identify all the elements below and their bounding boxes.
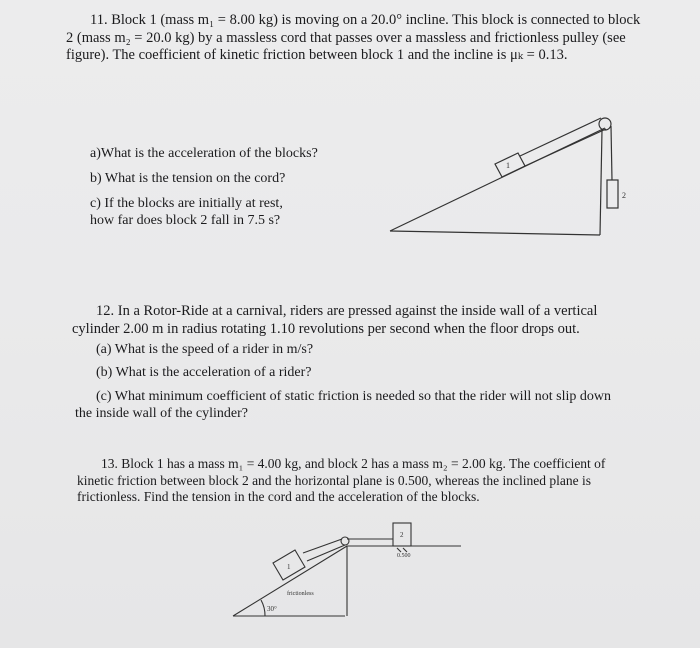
problem-11-question-c-line2: how far does block 2 fall in 7.5 s? (90, 213, 281, 228)
inclined-plane (233, 546, 347, 616)
problem-11-question-b: b) What is the tension on the cord? (90, 171, 286, 186)
block-1 (495, 153, 525, 177)
problem-12-question-c: (c) What minimum coefficient of static friction is needed so that the rider will not slip down the inside wall of the cylinder? (75, 389, 612, 421)
problem-11-question-c-line1: c) If the blocks are initially at rest, (90, 196, 283, 211)
pulley (341, 537, 349, 545)
frictionless-label: frictionless (287, 591, 314, 597)
block-1-label: 1 (287, 563, 291, 571)
problem-12-question-b: (b) What is the acceleration of a rider? (96, 365, 312, 380)
angle-label: 30° (267, 605, 277, 613)
problem-11-text: 11. Block 1 (mass m₁ = 8.00 kg) is moving on a 20.0° incline. This block is connected to block 2 (mass m₂ = 20.0 kg) by a massless cord that passes over a massless and frictionless pulley (see figure). The coefficient of kinetic friction between block 1 and the incline is μₖ = 0.13. (66, 12, 641, 63)
problem-13-figure (225, 515, 475, 625)
block-2-label: 2 (622, 191, 626, 200)
problem-12-text: 12. In a Rotor-Ride at a carnival, riders are pressed against the inside wall of a vertical cylinder 2.00 m in radius rotating 1.10 revolutions per second when the floor drops out. (72, 303, 598, 337)
block-2-label: 2 (400, 531, 404, 539)
incline-slope (390, 128, 605, 231)
incline-base (390, 231, 600, 235)
cord-vertical (611, 126, 612, 180)
problem-13-text: 13. Block 1 has a mass m₁ = 4.00 kg, and block 2 has a mass m₂ = 2.00 kg. The coefficient of kinetic friction between block 2 and the horizontal plane is 0.500, whereas the inclined plane is frictionless. Find the tension in the cord and the acceleration of the blocks. (77, 456, 606, 504)
cord (303, 539, 342, 553)
incline-vertical (600, 130, 602, 235)
problem-12-question-a: (a) What is the speed of a rider in m/s? (96, 342, 314, 357)
problem-11-figure (380, 108, 630, 238)
friction-coefficient-label: 0.500 (397, 553, 411, 559)
block-1-label: 1 (506, 161, 510, 170)
block-2 (607, 180, 618, 208)
problem-11-question-a: a)What is the acceleration of the blocks? (90, 146, 318, 161)
